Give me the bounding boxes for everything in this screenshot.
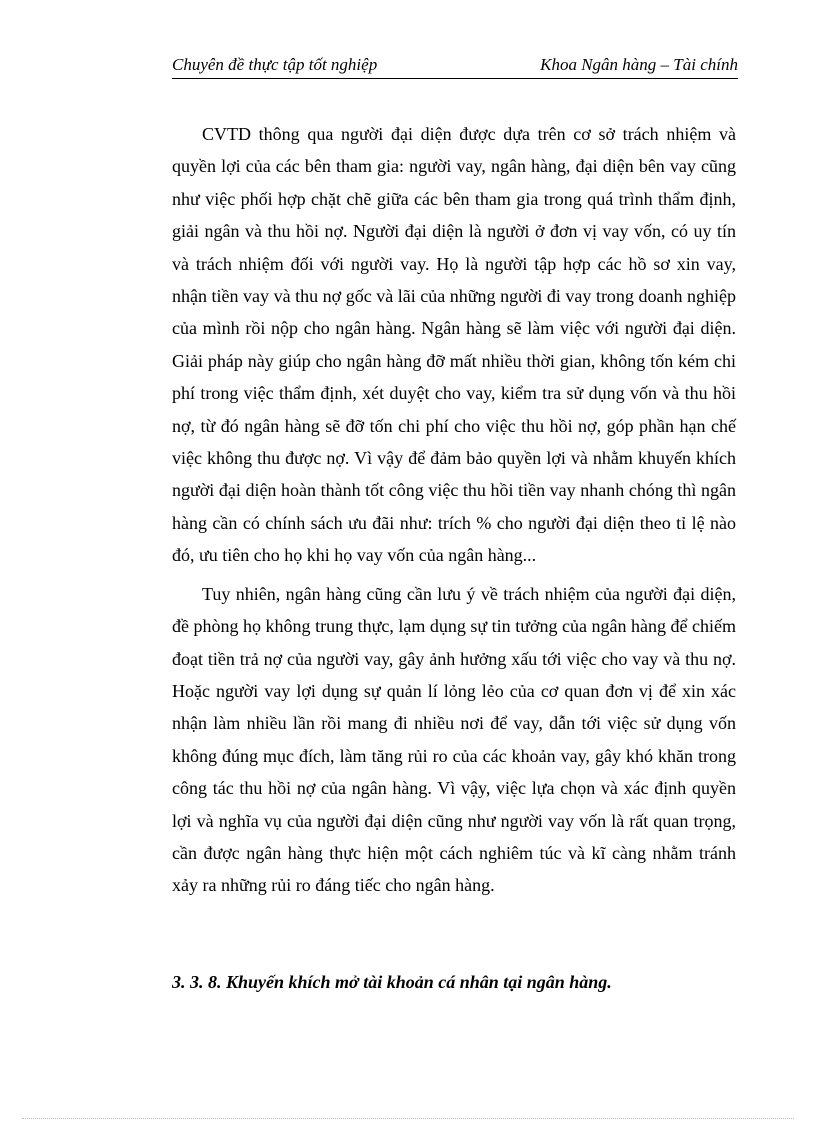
page-header [172, 52, 738, 79]
header-left-title: Chuyên đề thực tập tốt nghiệp [172, 55, 378, 74]
footer-divider [22, 1118, 794, 1119]
paragraph-1: CVTD thông qua người đại diện được dựa trên cơ sở trách nhiệm và quyền lợi của các bên tham gia: người vay, ngân hàng, đại diện bên vay cũng như việc phối hợp chặt chẽ giữa các bên tham gia trong quá trình thẩm định, giải ngân và thu hồi nợ. Người đại diện là người ở đơn vị vay vốn, có uy tín và trách nhiệm đối với người vay. Họ là người tập hợp các hồ sơ xin vay, nhận tiền vay và thu nợ gốc và lãi của những người đi vay trong doanh nghiệp của mình rồi nộp cho ngân hàng. Ngân hàng sẽ làm việc với người đại diện. Giải pháp này giúp cho ngân hàng đỡ mất nhiều thời gian, không tốn kém chi phí trong việc thẩm định, xét duyệt cho vay, kiểm tra sử dụng vốn và thu hồi nợ, từ đó ngân hàng sẽ đỡ tốn chi phí cho việc thu hồi nợ, góp phần hạn chế việc không thu được nợ. Vì vậy để đảm bảo quyền lợi và nhằm khuyến khích người đại diện hoàn thành tốt công việc thu hồi tiền vay nhanh chóng thì ngân hàng cần có chính sách ưu đãi như: trích % cho người đại diện theo tỉ lệ nào đó, ưu tiên cho họ khi họ vay vốn của ngân hàng... [172, 124, 736, 566]
header-right-title: Khoa Ngân hàng – Tài chính [540, 55, 738, 74]
section-heading: 3. 3. 8. Khuyến khích mở tài khoản cá nhân tại ngân hàng. [172, 972, 612, 992]
body-text [172, 118, 736, 908]
paragraph-2: Tuy nhiên, ngân hàng cũng cần lưu ý về trách nhiệm của người đại diện, đề phòng họ không trung thực, lạm dụng sự tin tưởng của ngân hàng để chiếm đoạt tiền trả nợ của người vay, gây ảnh hưởng xấu tới việc cho vay và thu nợ. Hoặc người vay lợi dụng sự quản lí lỏng lẻo của cơ quan đơn vị để xin xác nhận làm nhiều lần rồi mang đi nhiều nơi để vay, dẫn tới việc sử dụng vốn không đúng mục đích, làm tăng rủi ro của các khoản vay, gây khó khăn trong công tác thu hồi nợ của ngân hàng. Vì vậy, việc lựa chọn và xác định quyền lợi và nghĩa vụ của người đại diện cũng như người vay vốn là rất quan trọng, cần được ngân hàng thực hiện một cách nghiêm túc và kĩ càng nhằm tránh xảy ra những rủi ro đáng tiếc cho ngân hàng. [172, 583, 736, 896]
